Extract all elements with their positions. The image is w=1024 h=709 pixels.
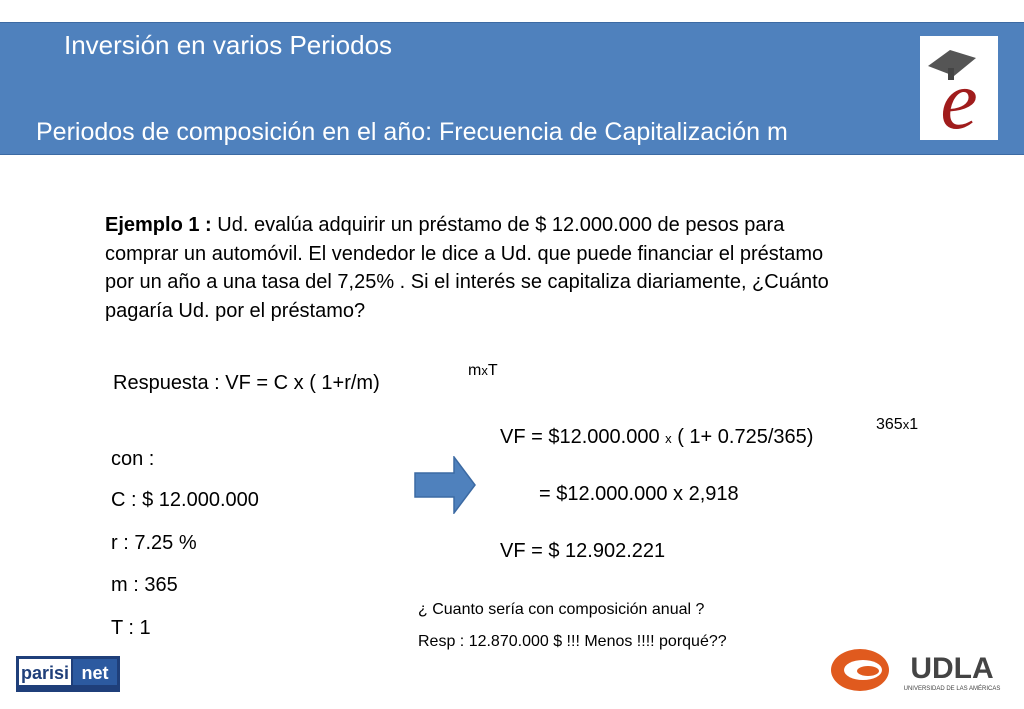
e-logo-icon bbox=[920, 36, 998, 140]
svg-text:e: e bbox=[940, 54, 978, 140]
example-label: Ejemplo 1 : bbox=[105, 214, 212, 236]
udla-logo-icon bbox=[830, 646, 1008, 694]
svg-text:parisi: parisi bbox=[20, 663, 70, 683]
question-line: ¿ Cuanto sería con composición anual ? bbox=[418, 601, 705, 618]
calc-line-2: = $12.000.000 x 2,918 bbox=[539, 483, 739, 505]
svg-text:UNIVERSIDAD DE LAS AMÉRICAS: UNIVERSIDAD DE LAS AMÉRICAS bbox=[903, 686, 1001, 692]
variables-intro: con : bbox=[111, 448, 155, 470]
slide-subtitle: Periodos de composición en el año: Frecuencia de Capitalización m bbox=[36, 118, 788, 146]
example-line-3: por un año a una tasa del 7,25% . Si el interés se capitaliza diariamente, ¿Cuánto bbox=[105, 271, 829, 293]
example-line-4: pagaría Ud. por el préstamo? bbox=[105, 299, 366, 322]
example-paragraph bbox=[105, 211, 975, 325]
right-arrow-icon bbox=[414, 456, 476, 514]
calc-line-1: VF = $12.000.000 x ( 1+ 0.725/365) bbox=[500, 426, 814, 448]
variable-c: C : $ 12.000.000 bbox=[111, 489, 259, 511]
example-line-1: Ud. evalúa adquirir un préstamo de $ 12.000.000 de pesos para bbox=[211, 214, 785, 236]
calc-exponent: 365x1 bbox=[876, 416, 919, 433]
variable-r: r : 7.25 % bbox=[111, 532, 197, 554]
question-answer: Resp : 12.870.000 $ !!! Menos !!!! porqué?? bbox=[418, 633, 727, 650]
variable-m: m : 365 bbox=[111, 574, 178, 596]
answer-formula: Respuesta : VF = C x ( 1+r/m) bbox=[113, 372, 380, 394]
parisi-net-logo-icon bbox=[16, 656, 120, 692]
answer-exponent: mxT bbox=[468, 362, 498, 379]
example-line-2: comprar un automóvil. El vendedor le dice a Ud. que puede financiar el préstamo bbox=[105, 242, 824, 265]
slide-title: Inversión en varios Periodos bbox=[64, 30, 393, 60]
variable-t: T : 1 bbox=[111, 617, 151, 639]
svg-text:net: net bbox=[81, 663, 109, 683]
calc-result: VF = $ 12.902.221 bbox=[500, 540, 666, 562]
svg-text:UDLA: UDLA bbox=[910, 652, 994, 685]
